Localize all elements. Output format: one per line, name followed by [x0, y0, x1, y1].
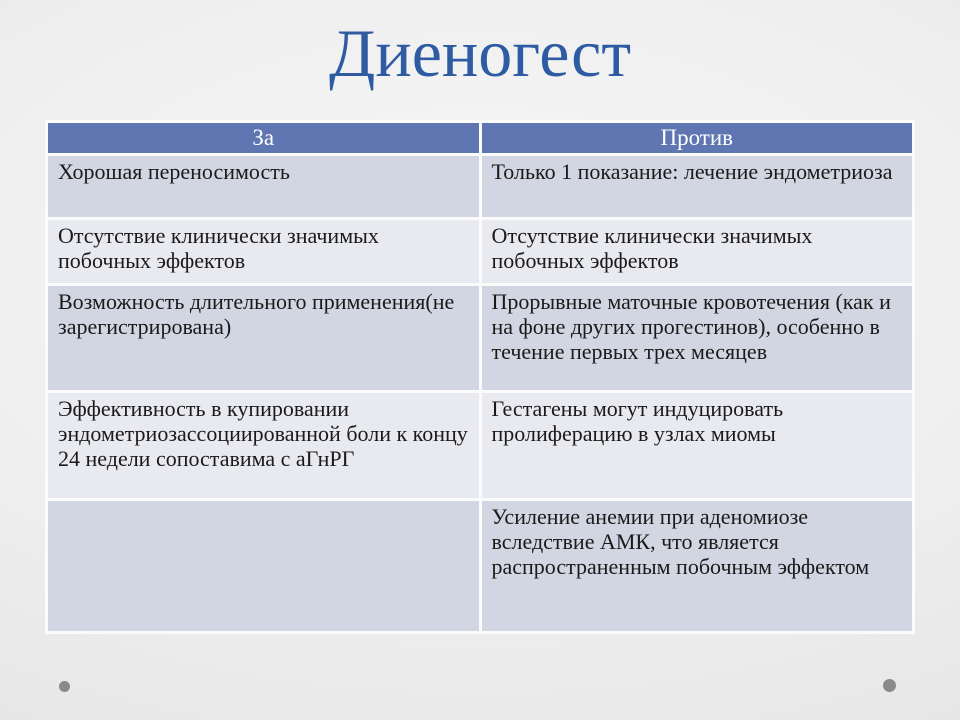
table-row: [48, 501, 912, 631]
table-row: [48, 286, 912, 390]
con-cell: Только 1 показание: лечение эндометриоза: [482, 156, 913, 217]
table-row: [48, 156, 912, 217]
table-row: [48, 393, 912, 498]
column-header-con: Против: [482, 123, 913, 153]
pro-cell: [48, 501, 479, 631]
pros-cons-table: [45, 120, 915, 634]
slide-title: Диеногест: [328, 15, 632, 91]
pro-cell: Отсутствие клинически значимых побочных эффектов: [48, 220, 479, 283]
decorative-dot-right: [883, 679, 896, 692]
pro-cell: Возможность длительного применения(не зарегистрирована): [48, 286, 479, 390]
con-cell: Гестагены могут индуцировать пролиферацию в узлах миомы: [482, 393, 913, 498]
pro-cell: Эффективность в купировании эндометриозассоциированной боли к концу 24 недели сопоставима с аГнРГ: [48, 393, 479, 498]
column-header-pro: За: [48, 123, 479, 153]
con-cell: Отсутствие клинически значимых побочных эффектов: [482, 220, 913, 283]
con-cell: Усиление анемии при аденомиозе вследствие АМК, что является распространенным побочным эффектом: [482, 501, 913, 631]
pro-cell: Хорошая переносимость: [48, 156, 479, 217]
decorative-dot-left: [59, 681, 70, 692]
con-cell: Прорывные маточные кровотечения (как и на фоне других прогестинов), особенно в течение первых трех месяцев: [482, 286, 913, 390]
table-row: [48, 220, 912, 283]
table-header-row: [48, 123, 912, 153]
